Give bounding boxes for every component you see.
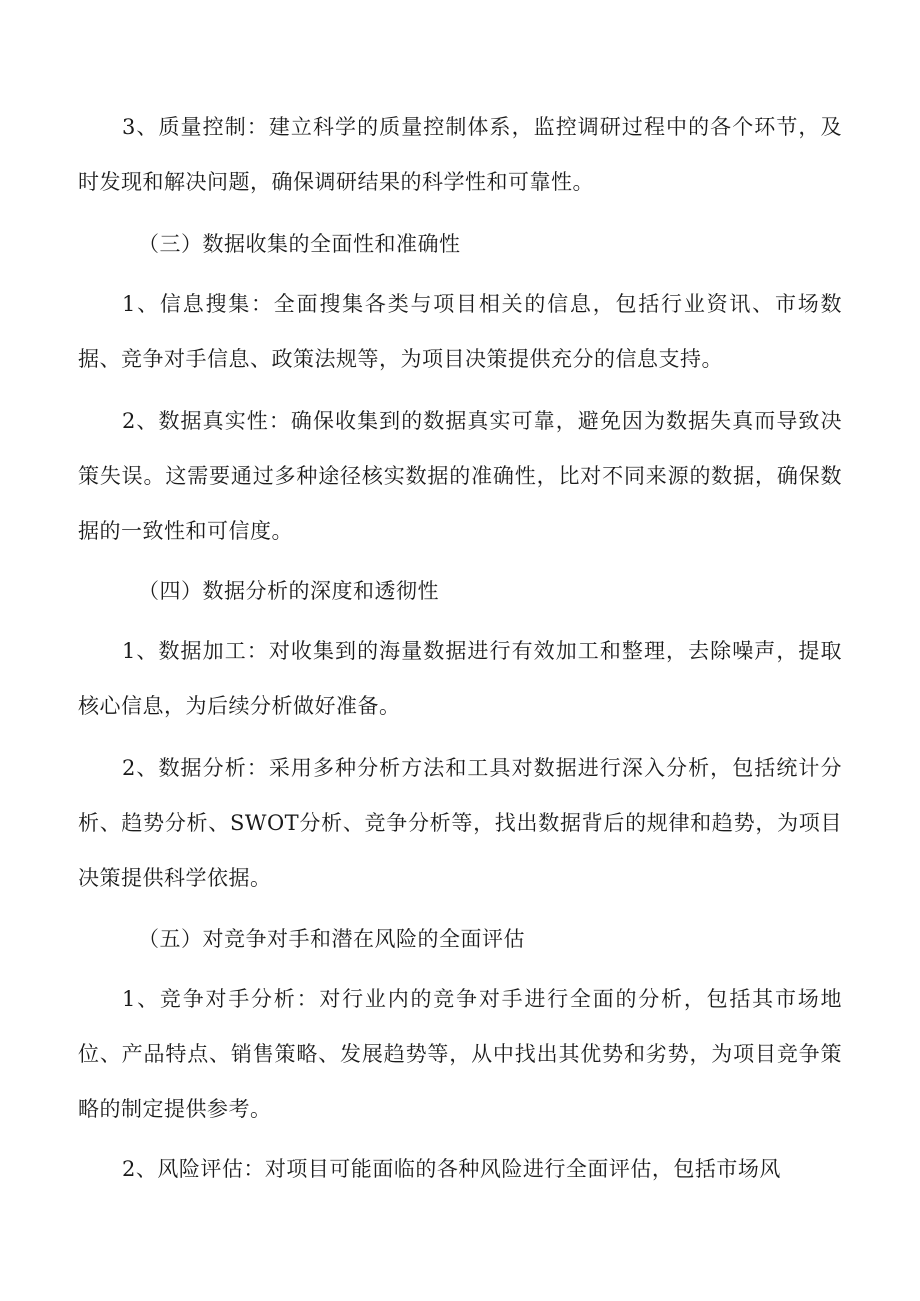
paragraph-quality-control: 3、质量控制：建立科学的质量控制体系，监控调研过程中的各个环节，及时发现和解决问题，确保调研结果的科学性和可靠性。 — [78, 115, 842, 194]
paragraph-data-processing: 1、数据加工：对收集到的海量数据进行有效加工和整理，去除噪声，提取核心信息，为后续分析做好准备。 — [78, 639, 842, 718]
paragraph-competitor-analysis: 1、竞争对手分析：对行业内的竞争对手进行全面的分析，包括其市场地位、产品特点、销售策略、发展趋势等，从中找出其优势和劣势，为项目竞争策略的制定提供参考。 — [78, 987, 842, 1121]
paragraph-data-analysis: 2、数据分析：采用多种分析方法和工具对数据进行深入分析，包括统计分析、趋势分析、SWOT分析、竞争分析等，找出数据背后的规律和趋势，为项目决策提供科学依据。 — [78, 756, 842, 890]
paragraph-data-authenticity: 2、数据真实性：确保收集到的数据真实可靠，避免因为数据失真而导致决策失误。这需要通过多种途径核实数据的准确性，比对不同来源的数据，确保数据的一致性和可信度。 — [78, 409, 842, 543]
section-heading-3: （三）数据收集的全面性和准确性 — [138, 232, 461, 256]
paragraph-risk-assessment: 2、风险评估：对项目可能面临的各种风险进行全面评估，包括市场风 — [122, 1157, 781, 1181]
section-heading-4: （四）数据分析的深度和透彻性 — [138, 579, 439, 603]
paragraph-info-collection: 1、信息搜集：全面搜集各类与项目相关的信息，包括行业资讯、市场数据、竞争对手信息、政策法规等，为项目决策提供充分的信息支持。 — [78, 292, 842, 371]
section-heading-5: （五）对竞争对手和潜在风险的全面评估 — [138, 927, 525, 951]
